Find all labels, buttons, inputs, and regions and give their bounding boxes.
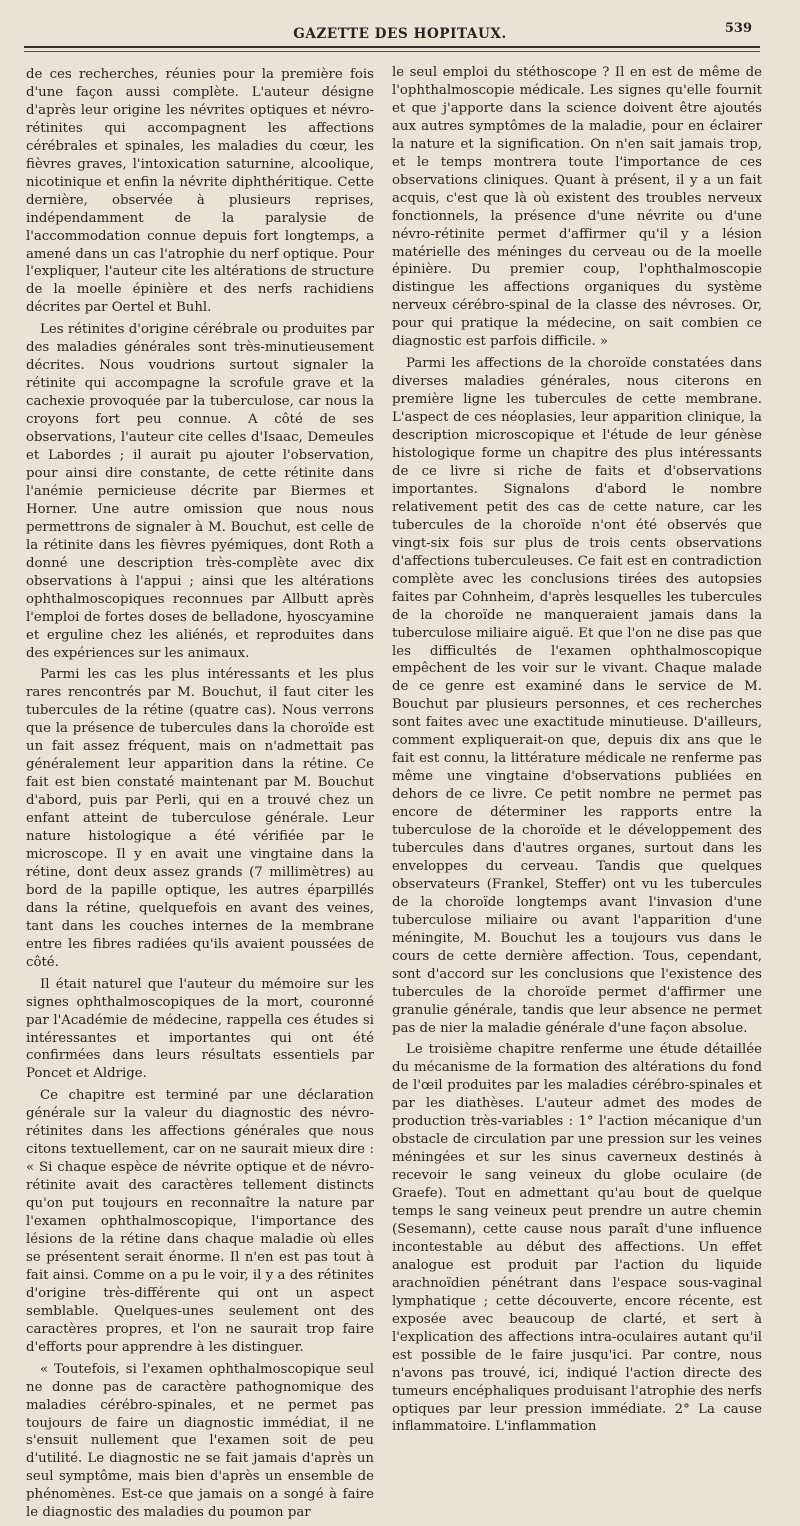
paragraph: Le troisième chapitre renferme une étude détaillée du mécanisme de la formation des altérations du fond de l'œil produites par les maladies cérébro-spinales et par les diathèses. L'auteur admet des modes de production très-variables : 1° l'action mécanique d'un obstacle de circulation par une pression sur les veines méningées et sur les sinus caverneux destinés à recevoir le sang veineux du globe oculaire (de Graefe). Tout en admettant qu'au bout de quelque temps le sang veineux peut prendre un autre chemin (Sesemann), cette cause nous paraît d'une influence incontestable au début des affections. Un effet analogue est produit par l'action du liquide arachnoïdien pénétrant dans l'espace sous-vaginal lymphatique ; cette découverte, encore récente, est exposée avec beaucoup de clarté, et sert à l'explication des affections intra-oculaires autant qu'il est possible de le faire jusqu'ici. Par contre, nous n'avons pas trouvé, ici, indiqué l'action directe des tumeurs encéphaliques produisant l'atrophie des nerfs optiques par leur pression immédiate. 2° La cause inflammatoire. L'inflammation bbox=[392, 1042, 762, 1435]
header-rule bbox=[24, 46, 760, 48]
paragraph: « Toutefois, si l'examen ophthalmoscopique seul ne donne pas de caractère pathognomique des maladies cérébro-spinales, et ne permet pas toujours de faire un diagnostic immédiat, il ne s'ensuit nullement que l'examen soit de peu d'utilité. Le diagnostic ne se fait jamais d'après un seul symptôme, mais bien d'après un ensemble de phénomènes. Est-ce que jamais on a songé à faire le diagnostic des maladies du poumon par bbox=[26, 1361, 374, 1521]
page-header-title: GAZETTE DES HOPITAUX. bbox=[293, 26, 507, 42]
paragraph: Les rétinites d'origine cérébrale ou produites par des maladies générales sont très-minutieusement décrites. Nous voudrions surtout signaler la rétinite qui accompagne la scrofule grave et la cachexie provoquée par la tuberculose, car nous la croyons fort peu connue. A côté de ses observations, l'auteur cite celles d'Isaac, Demeules et Labordes ; il aurait pu ajouter l'observation, pour ainsi dire constante, de cette rétinite dans l'anémie pernicieuse décrite par Biermes et Horner. Une autre omission que nous nous permettrons de signaler à M. Bouchut, est celle de la rétinite dans les fièvres pyémiques, dont Roth a donné une description très-complète avec dix observations à l'appui ; ainsi que les altérations ophthalmoscopiques reconnues par Allbutt après l'emploi de fortes doses de belladone, hyoscyamine et erguline chez les aliénés, et reproduites dans des expériences sur les animaux. bbox=[26, 322, 374, 661]
paragraph: Parmi les cas les plus intéressants et les plus rares rencontrés par M. Bouchut, il faut citer les tubercules de la rétine (quatre cas). Nous verrons que la présence de tubercules dans la choroïde est un fait assez fréquent, mais on n'admettait pas généralement leur apparition dans la rétine. Ce fait est bien constaté maintenant par M. Bouchut d'abord, puis par Perli, qui en a trouvé chez un enfant atteint de tuberculose générale. Leur nature histologique a été vérifiée par le microscope. Il y en avait une vingtaine dans la rétine, dont deux assez grands (7 millimètres) au bord de la papille optique, les autres éparpillés dans la rétine, quelquefois en avant des veines, tant dans les couches internes de la membrane entre les fibres radiées qu'ils avaient poussées de côté. bbox=[26, 667, 374, 970]
paragraph: Il était naturel que l'auteur du mémoire sur les signes ophthalmoscopiques de la mort, couronné par l'Académie de médecine, rappella ces études si intéressantes et importantes qui ont été confirmées dans leurs résultats essentiels par Poncet et Aldrige. bbox=[26, 976, 374, 1082]
paragraph: de ces recherches, réunies pour la première fois d'une façon aussi complète. L'auteur désigne d'après leur origine les névrites optiques et névro-rétinites qui accompagnent les affections cérébrales et spinales, les maladies du cœur, les fièvres graves, l'intoxication saturnine, alcoolique, nicotinique et enfin la névrite diphthéritique. Cette dernière, observée à plusieurs reprises, indépendamment de la paralysie de l'accommodation connue depuis fort longtemps, a amené dans un cas l'atrophie du nerf optique. Pour l'expliquer, l'auteur cite les altérations de structure de la moelle épinière et des nerfs rachidiens décrites par Oertel et Buhl. bbox=[26, 67, 374, 316]
paragraph: Ce chapitre est terminé par une déclaration générale sur la valeur du diagnostic des névro-rétinites dans les affections générales que nous citons textuellement, car on ne saurait mieux dire : « Si chaque espèce de névrite optique et de névro-rétinite avait des caractères tellement distincts qu'on put toujours en reconnaître la nature par l'examen ophthalmoscopique, l'importance des lésions de la rétine dans chaque maladie où elles se présentent serait énorme. Il n'en est pas tout à fait ainsi. Comme on a pu le voir, il y a des rétinites d'origine très-différente qui ont un aspect semblable. Quelques-unes seulement ont des caractères propres, et l'on ne saurait trop faire d'efforts pour apprendre à les distinguer. bbox=[26, 1088, 374, 1355]
page-number: 539 bbox=[724, 21, 752, 36]
right-column bbox=[392, 64, 762, 1440]
paragraph: Parmi les affections de la choroïde constatées dans diverses maladies générales, nous citerons en première ligne les tubercules de cette membrane. L'aspect de ces néoplasies, leur apparition clinique, la description microscopique et l'étude de leur génèse histologique forme un chapitre des plus intéressants de ce livre si riche de faits et d'observations importantes. Signalons d'abord le nombre relativement petit des cas de cette nature, car les tubercules de la choroïde n'ont été observés que vingt-six fois sur plus de trois cents observations d'affections tuberculeuses. Ce fait est en contradiction complète avec les conclusions tirées des autopsies faites par Cohnheim, d'après lesquelles les tubercules de la choroïde ne manqueraient jamais dans la tuberculose miliaire aiguë. Et que l'on ne dise pas que les difficultés de l'examen ophthalmoscopique empêchent de les voir sur le vivant. Chaque malade de ce genre est examiné dans le service de M. Bouchut par plusieurs personnes, et ces recherches sont faites avec une exactitude minutieuse. D'ailleurs, comment expliquerait-on que, depuis dix ans que le fait est connu, la littérature médicale ne renferme pas même une vingtaine d'observations publiées en dehors de ce livre. Ce petit nombre ne permet pas encore de déterminer les rapports entre la tuberculose de la choroïde et le développement des tubercules dans d'autres organes, surtout dans les enveloppes du cerveau. Tandis que quelques observateurs (Frankel, Steffer) ont vu les tubercules de la choroïde longtemps avant l'invasion d'une tuberculose miliaire ou avant l'apparition d'une méningite, M. Bouchut les a toujours vus dans le cours de cette dernière affection. Tous, cependant, sont d'accord sur les conclusions que l'existence des tubercules de la choroïde permet d'affirmer une granulie générale, tandis que leur absence ne permet pas de nier la maladie générale d'une façon absolue. bbox=[392, 356, 762, 1036]
paragraph: le seul emploi du stéthoscope ? Il en est de même de l'ophthalmoscopie médicale. Les signes qu'elle fournit et que j'apporte dans la science doivent être ajoutés aux autres symptômes de la maladie, pour en éclairer la nature et la signification. On n'en sait jamais trop, et le temps montrera toute l'importance de ces observations cliniques. Quant à présent, il y a un fait acquis, c'est que là où existent des troubles nerveux fonctionnels, la présence d'une névrite ou d'une névro-rétinite permet d'affirmer qu'il y a lésion matérielle des méninges du cerveau ou de la moelle épinière. Du premier coup, l'ophthalmoscopie distingue les affections organiques du système nerveux cérébro-spinal de la classe des névroses. Or, pour qui pratique la médecine, on sait combien ce diagnostic est parfois difficile. » bbox=[392, 65, 762, 350]
left-column bbox=[26, 66, 374, 1526]
header-rule-thin bbox=[24, 51, 760, 52]
